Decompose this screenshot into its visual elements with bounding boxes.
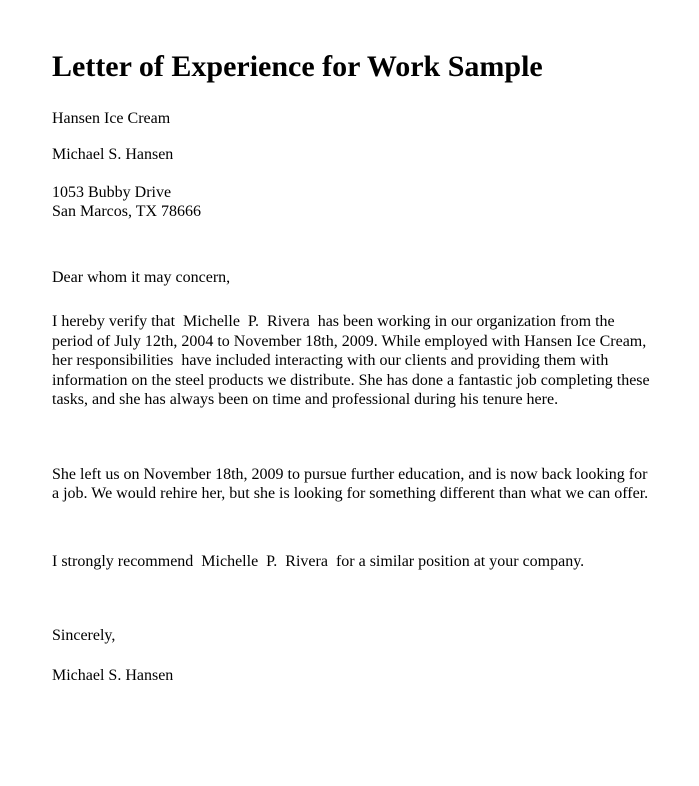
sender-address-line1: 1053 Bubby Drive (52, 183, 172, 201)
sender-company: Hansen Ice Cream (52, 109, 171, 127)
signature-name: Michael S. Hansen (52, 666, 174, 684)
letter-title: Letter of Experience for Work Sample (52, 50, 543, 83)
sender-contact-name: Michael S. Hansen (52, 146, 174, 163)
body-paragraph-2: She left us on November 18th, 2009 to pursue further education, and is now back looking for a job. We would rehire her, but she is looking for something different than what we can offer. (52, 465, 652, 502)
body-paragraph-3: I strongly recommend Michelle P. Rivera for a similar position at your company. (52, 552, 585, 570)
salutation: Dear whom it may concern, (52, 268, 231, 286)
body-paragraph-1: I hereby verify that Michelle P. Rivera has been working in our organization from the period of July 12th, 2004 to November 18th, 2009. While employed with Hansen Ice Cream, her responsibilities have included interacting with our clients and providing them with information on the steel products we distribute. She has done a fantastic job completing these tasks, and she has always been on time and professional during his tenure here. (52, 313, 654, 408)
sender-address-block (52, 183, 652, 222)
closing: Sincerely, (52, 627, 116, 644)
sender-address-line2: San Marcos, TX 78666 (52, 203, 202, 220)
